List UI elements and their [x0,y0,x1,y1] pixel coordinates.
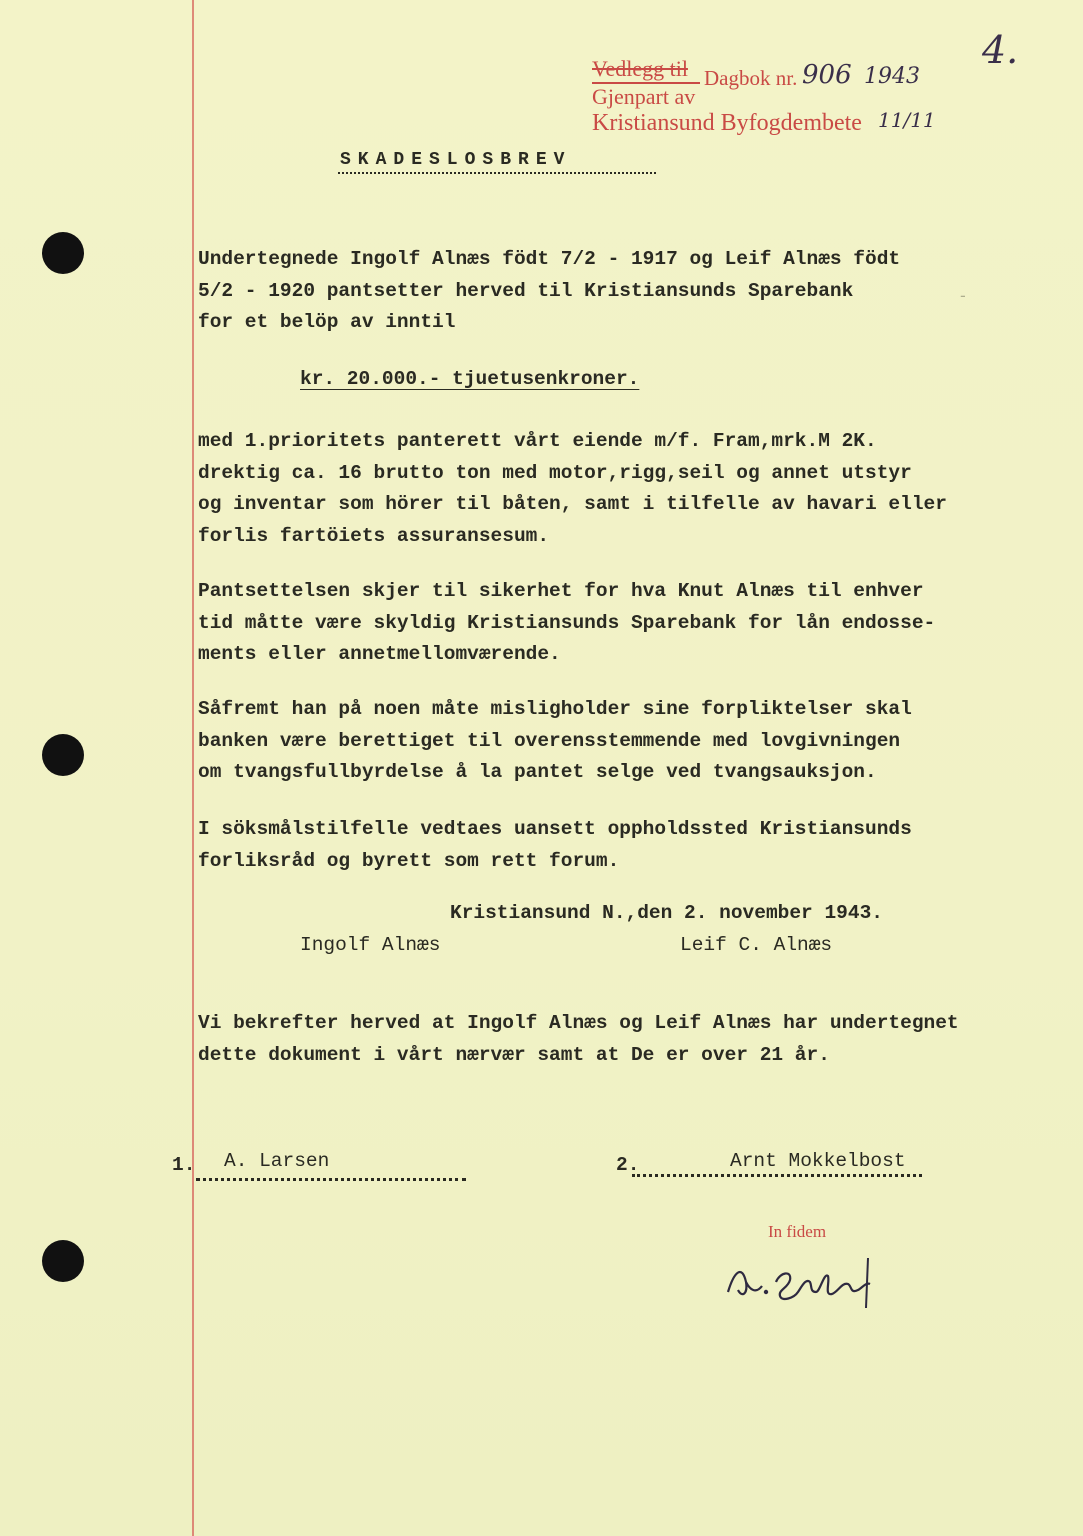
text-line: forliksråd og byrett som rett forum. [198,849,620,872]
text-line: og inventar som hörer til båten, samt i tilfelle av havari eller [198,493,947,515]
stamp-gjenpart: Gjenpart av [592,84,696,109]
punch-hole [42,232,84,274]
stamp-vedlegg: Vedlegg til [592,56,688,81]
scan-mark: ‐ [960,286,966,305]
margin-line [192,0,194,1536]
page-number: 4. [982,28,1019,72]
in-fidem-stamp: In fidem [768,1222,827,1241]
venue-paragraph [198,814,912,877]
security-paragraph [198,576,935,671]
text-line: ments eller annetmellomværende. [198,643,561,665]
stamp-dagbok: Dagbok nr. [704,66,798,90]
text-line: drektig ca. 16 brutto ton med motor,rigg,seil og annet utstyr [198,461,912,484]
text-line: tid måtte være skyldig Kristiansunds Sparebank for lån endosse- [198,611,936,634]
witness-1-line [196,1178,466,1181]
signer-leif: Leif C. Alnæs [680,934,833,956]
witness-1-name: A. Larsen [224,1150,330,1172]
registry-date: 11/11 [878,108,936,132]
dagbok-number: 906 [802,60,852,90]
text-line: 5/2 - 1920 pantsetter herved til Kristiansunds Sparebank [198,279,854,302]
text-line: om tvangsfullbyrdelse å la pantet selge ved tvangsauksjon. [198,761,877,783]
document-title: SKADESLOSBREV [340,150,572,170]
text-line: Undertegnede Ingolf Alnæs födt 7/2 - 1917 og Leif Alnæs födt [198,248,901,270]
text-line: banken være berettiget til overensstemmende med lovgivningen [198,729,901,752]
text-line: Såfremt han på noen måte misligholder sine forpliktelser skal [198,698,912,720]
witness-2-name: Arnt Mokkelbost [730,1150,906,1172]
title-underline [338,172,656,174]
witness-statement [198,1008,959,1071]
dagbok-year: 1943 [864,64,920,89]
punch-hole [42,1240,84,1282]
text-line: forlis fartöiets assuransesum. [198,524,550,547]
witness-1-number: 1. [172,1154,196,1176]
witness-2-line [632,1174,922,1177]
text-line: Pantsettelsen skjer til sikerhet for hva Knut Alnæs til enhver [198,580,924,602]
pledge-amount: kr. 20.000.- tjuetusenkroner. [300,368,640,390]
signer-ingolf: Ingolf Alnæs [300,934,441,956]
text-line: Vi bekrefter herved at Ingolf Alnæs og Leif Alnæs har undertegnet [198,1012,959,1034]
default-paragraph [198,694,912,789]
stamp-office: Kristiansund Byfogdembete [592,110,862,136]
pledge-paragraph [198,426,947,552]
intro-paragraph [198,244,900,339]
certification-signature [720,1252,900,1322]
text-line: dette dokument i vårt nærvær samt at De er over 21 år. [198,1043,830,1066]
place-date: Kristiansund N.,den 2. november 1943. [450,902,883,924]
punch-hole [42,734,84,776]
witness-2-number: 2. [616,1154,640,1176]
text-line: I söksmålstilfelle vedtaes uansett oppholdssted Kristiansunds [198,818,912,840]
text-line: med 1.prioritets panterett vårt eiende m/f. Fram,mrk.M 2K. [198,430,877,452]
text-line: for et belöp av inntil [198,311,456,333]
